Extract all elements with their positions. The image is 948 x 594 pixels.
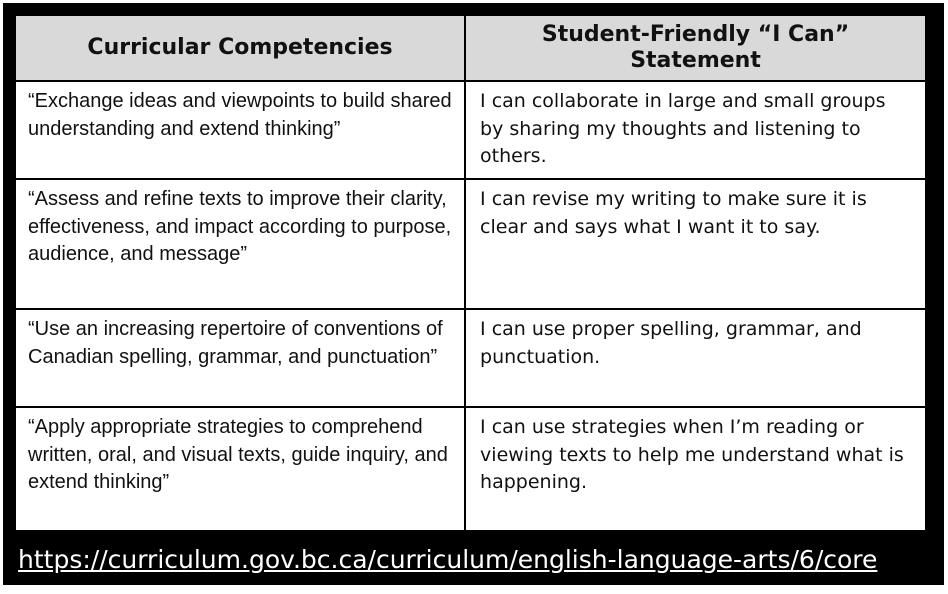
statement-cell: I can collaborate in large and small groups by sharing my thoughts and listening to others. <box>465 81 926 179</box>
statement-cell: I can use proper spelling, grammar, and punctuation. <box>465 309 926 407</box>
competency-cell: “Exchange ideas and viewpoints to build shared understanding and extend thinking” <box>15 81 465 179</box>
table-row <box>15 81 926 179</box>
table-header-row <box>15 15 926 81</box>
competency-cell: “Assess and refine texts to improve their clarity, effectiveness, and impact according to purpose, audience, and message” <box>15 179 465 309</box>
header-i-can-statement: Student-Friendly “I Can” Statement <box>465 15 926 81</box>
table-row <box>15 407 926 531</box>
competency-cell: “Use an increasing repertoire of conventions of Canadian spelling, grammar, and punctuation” <box>15 309 465 407</box>
statement-cell: I can revise my writing to make sure it is clear and says what I want it to say. <box>465 179 926 309</box>
competency-cell: “Apply appropriate strategies to comprehend written, oral, and visual texts, guide inquiry, and extend thinking” <box>15 407 465 531</box>
curriculum-source-link[interactable]: https://curriculum.gov.bc.ca/curriculum/english-language-arts/6/core <box>18 545 878 574</box>
statement-cell: I can use strategies when I’m reading or viewing texts to help me understand what is happening. <box>465 407 926 531</box>
table-row <box>15 309 926 407</box>
header-curricular-competencies: Curricular Competencies <box>15 15 465 81</box>
table-row <box>15 179 926 309</box>
competency-table <box>14 14 927 532</box>
